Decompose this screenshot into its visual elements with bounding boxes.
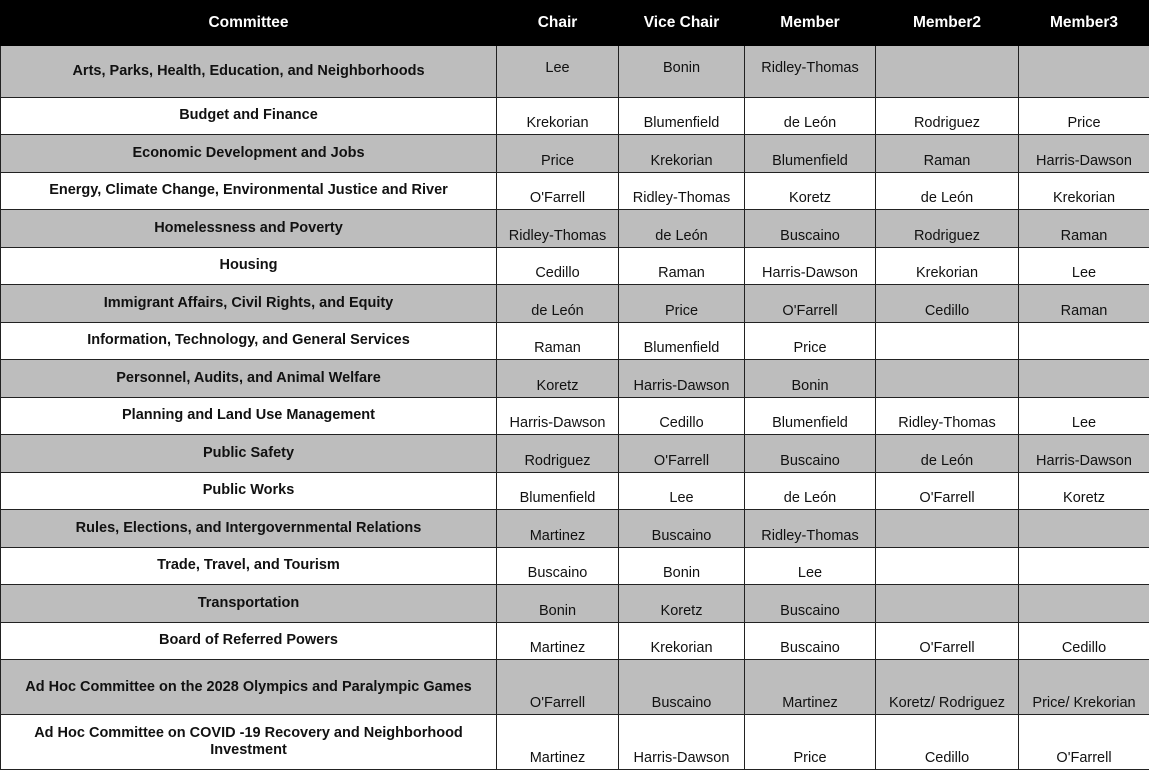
member2-cell: de León <box>876 172 1019 210</box>
member2-cell: Cedillo <box>876 715 1019 770</box>
chair-cell: Harris-Dawson <box>497 397 619 435</box>
member-cell: Buscaino <box>745 210 876 248</box>
member3-cell <box>1019 547 1149 585</box>
committee-name: Board of Referred Powers <box>159 632 338 649</box>
member3-cell <box>1019 360 1149 398</box>
header-member3: Member3 <box>1019 1 1149 46</box>
member-cell: Price <box>745 322 876 360</box>
vice-chair-cell: Lee <box>619 472 745 510</box>
member-cell: Buscaino <box>745 585 876 623</box>
member-cell: O'Farrell <box>745 285 876 323</box>
table-row <box>1 247 1149 285</box>
vice-chair-cell: Bonin <box>619 547 745 585</box>
chair-cell: O'Farrell <box>497 660 619 715</box>
committee-name-cell <box>1 97 497 135</box>
member2-cell: Ridley-Thomas <box>876 397 1019 435</box>
header-member2: Member2 <box>876 1 1019 46</box>
member2-cell: Cedillo <box>876 285 1019 323</box>
member3-cell: O'Farrell <box>1019 715 1149 770</box>
committee-name-cell <box>1 585 497 623</box>
member3-cell: Koretz <box>1019 472 1149 510</box>
committee-name-cell <box>1 660 497 715</box>
vice-chair-cell: Bonin <box>619 46 745 98</box>
member2-cell <box>876 585 1019 623</box>
committee-name: Immigrant Affairs, Civil Rights, and Equity <box>104 295 394 312</box>
chair-cell: Price <box>497 135 619 173</box>
member3-cell: Lee <box>1019 247 1149 285</box>
committee-name: Planning and Land Use Management <box>122 407 375 424</box>
vice-chair-cell: Krekorian <box>619 622 745 660</box>
committee-name-cell <box>1 547 497 585</box>
member2-cell <box>876 322 1019 360</box>
chair-cell: Lee <box>497 46 619 98</box>
chair-cell: Martinez <box>497 622 619 660</box>
member3-cell: Price/ Krekorian <box>1019 660 1149 715</box>
member3-cell: Raman <box>1019 285 1149 323</box>
committee-name-cell <box>1 622 497 660</box>
member-cell: de León <box>745 97 876 135</box>
committee-name-cell <box>1 472 497 510</box>
chair-cell: Ridley-Thomas <box>497 210 619 248</box>
committee-name: Energy, Climate Change, Environmental Justice and River <box>49 182 448 199</box>
header-member: Member <box>745 1 876 46</box>
chair-cell: Martinez <box>497 510 619 548</box>
vice-chair-cell: de León <box>619 210 745 248</box>
table-row <box>1 285 1149 323</box>
committee-name-cell <box>1 510 497 548</box>
table-row <box>1 660 1149 715</box>
table-body <box>1 46 1149 770</box>
vice-chair-cell: Krekorian <box>619 135 745 173</box>
vice-chair-cell: Cedillo <box>619 397 745 435</box>
member-cell: Koretz <box>745 172 876 210</box>
chair-cell: Rodriguez <box>497 435 619 473</box>
member2-cell: O'Farrell <box>876 622 1019 660</box>
member2-cell <box>876 360 1019 398</box>
member2-cell: de León <box>876 435 1019 473</box>
member3-cell <box>1019 46 1149 98</box>
table-row <box>1 210 1149 248</box>
member-cell: Price <box>745 715 876 770</box>
member-cell: Harris-Dawson <box>745 247 876 285</box>
vice-chair-cell: Blumenfield <box>619 97 745 135</box>
committee-name-cell <box>1 715 497 770</box>
table-row <box>1 715 1149 770</box>
committee-name: Transportation <box>198 595 300 612</box>
chair-cell: Raman <box>497 322 619 360</box>
chair-cell: Bonin <box>497 585 619 623</box>
member2-cell <box>876 547 1019 585</box>
vice-chair-cell: Raman <box>619 247 745 285</box>
chair-cell: de León <box>497 285 619 323</box>
member2-cell <box>876 46 1019 98</box>
committee-name: Public Safety <box>203 445 294 462</box>
member-cell: Bonin <box>745 360 876 398</box>
member3-cell: Krekorian <box>1019 172 1149 210</box>
committee-name-cell <box>1 247 497 285</box>
member-cell: Blumenfield <box>745 397 876 435</box>
table-row <box>1 510 1149 548</box>
vice-chair-cell: Harris-Dawson <box>619 360 745 398</box>
chair-cell: Cedillo <box>497 247 619 285</box>
member-cell: Buscaino <box>745 435 876 473</box>
table-row <box>1 547 1149 585</box>
committee-name: Public Works <box>203 482 295 499</box>
committee-name-cell <box>1 135 497 173</box>
table-row <box>1 322 1149 360</box>
member3-cell: Harris-Dawson <box>1019 435 1149 473</box>
table-row <box>1 360 1149 398</box>
committee-name: Ad Hoc Committee on COVID -19 Recovery and Neighborhood Investment <box>3 725 494 759</box>
committee-name-cell <box>1 285 497 323</box>
member3-cell: Harris-Dawson <box>1019 135 1149 173</box>
member2-cell: Krekorian <box>876 247 1019 285</box>
committee-name-cell <box>1 397 497 435</box>
member2-cell: Raman <box>876 135 1019 173</box>
chair-cell: O'Farrell <box>497 172 619 210</box>
committee-name: Trade, Travel, and Tourism <box>157 557 340 574</box>
chair-cell: Buscaino <box>497 547 619 585</box>
member2-cell <box>876 510 1019 548</box>
vice-chair-cell: Buscaino <box>619 660 745 715</box>
table-row <box>1 435 1149 473</box>
committee-name-cell <box>1 435 497 473</box>
vice-chair-cell: Ridley-Thomas <box>619 172 745 210</box>
chair-cell: Koretz <box>497 360 619 398</box>
member-cell: Buscaino <box>745 622 876 660</box>
committee-name: Arts, Parks, Health, Education, and Neighborhoods <box>72 63 424 80</box>
vice-chair-cell: Koretz <box>619 585 745 623</box>
member3-cell: Raman <box>1019 210 1149 248</box>
header-vice-chair: Vice Chair <box>619 1 745 46</box>
committee-name: Information, Technology, and General Services <box>87 332 410 349</box>
vice-chair-cell: Buscaino <box>619 510 745 548</box>
vice-chair-cell: Price <box>619 285 745 323</box>
chair-cell: Blumenfield <box>497 472 619 510</box>
member2-cell: Rodriguez <box>876 210 1019 248</box>
chair-cell: Krekorian <box>497 97 619 135</box>
member-cell: Ridley-Thomas <box>745 510 876 548</box>
member-cell: Ridley-Thomas <box>745 46 876 98</box>
member-cell: de León <box>745 472 876 510</box>
member-cell: Lee <box>745 547 876 585</box>
committee-name-cell <box>1 172 497 210</box>
member-cell: Blumenfield <box>745 135 876 173</box>
table-row <box>1 172 1149 210</box>
header-row <box>1 1 1149 46</box>
vice-chair-cell: O'Farrell <box>619 435 745 473</box>
committee-name-cell <box>1 360 497 398</box>
committee-name: Homelessness and Poverty <box>154 220 343 237</box>
committee-name-cell <box>1 210 497 248</box>
committee-name: Budget and Finance <box>179 107 318 124</box>
committee-name: Economic Development and Jobs <box>132 145 364 162</box>
committee-name: Rules, Elections, and Intergovernmental Relations <box>76 520 422 537</box>
member2-cell: Rodriguez <box>876 97 1019 135</box>
chair-cell: Martinez <box>497 715 619 770</box>
vice-chair-cell: Harris-Dawson <box>619 715 745 770</box>
committee-name-cell <box>1 322 497 360</box>
vice-chair-cell: Blumenfield <box>619 322 745 360</box>
table-row <box>1 97 1149 135</box>
table-row <box>1 46 1149 98</box>
member2-cell: O'Farrell <box>876 472 1019 510</box>
table-row <box>1 585 1149 623</box>
member3-cell <box>1019 585 1149 623</box>
committee-name: Personnel, Audits, and Animal Welfare <box>116 370 381 387</box>
committee-name: Ad Hoc Committee on the 2028 Olympics and Paralympic Games <box>25 679 471 696</box>
member3-cell: Price <box>1019 97 1149 135</box>
member-cell: Martinez <box>745 660 876 715</box>
table-row <box>1 135 1149 173</box>
member2-cell: Koretz/ Rodriguez <box>876 660 1019 715</box>
header-committee: Committee <box>1 1 497 46</box>
member3-cell: Cedillo <box>1019 622 1149 660</box>
member3-cell <box>1019 510 1149 548</box>
table-row <box>1 472 1149 510</box>
table-row <box>1 397 1149 435</box>
committee-name-cell <box>1 46 497 98</box>
table-row <box>1 622 1149 660</box>
member3-cell <box>1019 322 1149 360</box>
committee-name: Housing <box>220 257 278 274</box>
header-chair: Chair <box>497 1 619 46</box>
member3-cell: Lee <box>1019 397 1149 435</box>
